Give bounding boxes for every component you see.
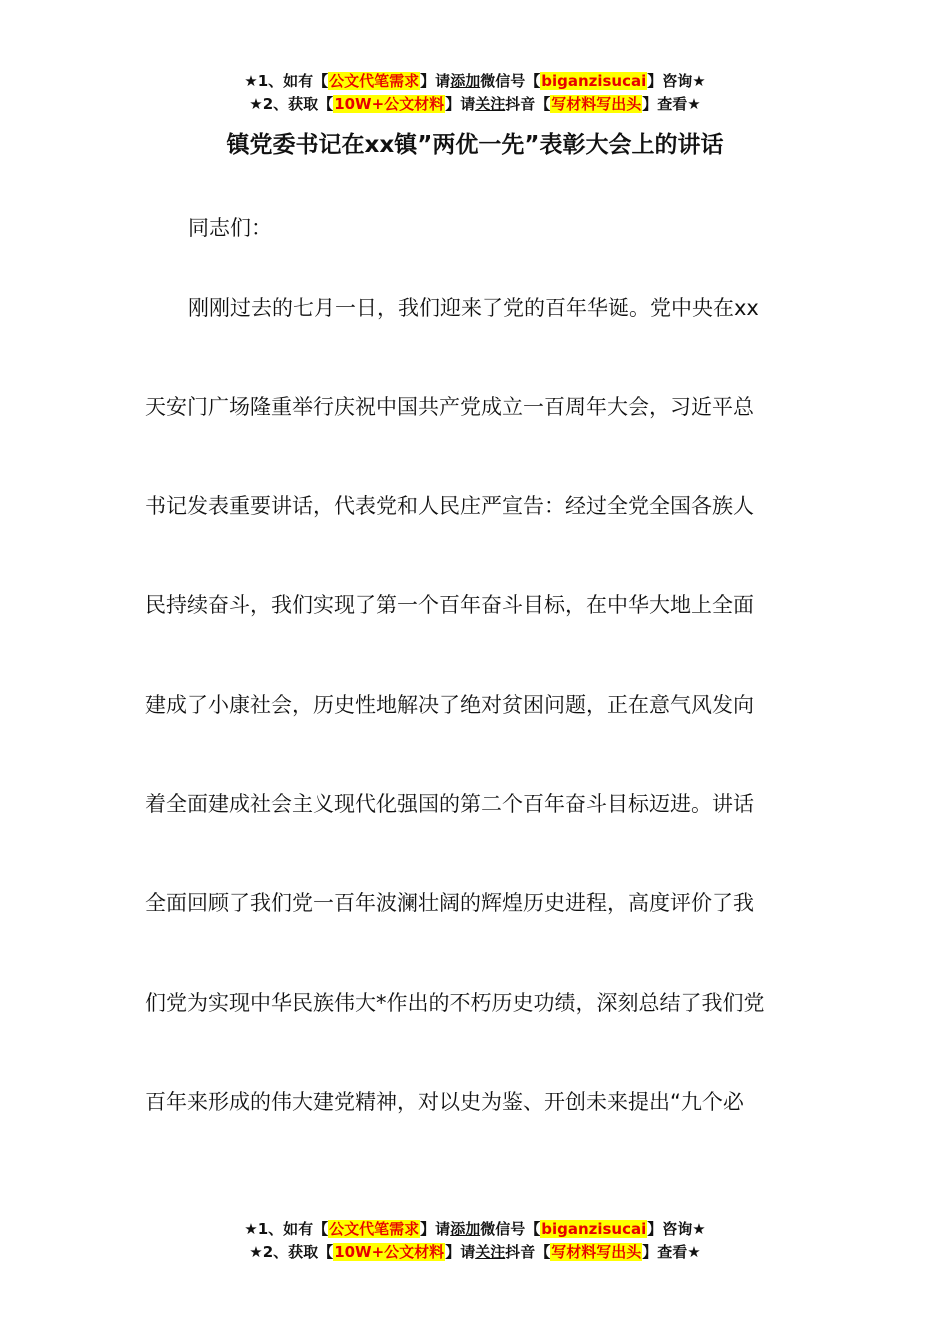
banner-text: 抖音【	[505, 95, 551, 113]
top-banner	[0, 70, 950, 116]
banner-underlined: 关注	[475, 1243, 506, 1261]
banner-underlined: 添加	[450, 72, 481, 90]
banner-highlight: 公文代笔需求	[329, 1220, 420, 1238]
body-line: 天安门广场隆重举行庆祝中国共产党成立一百周年大会，习近平总	[145, 395, 754, 419]
banner-highlight: 公文代笔需求	[329, 72, 420, 90]
banner-line-2	[0, 1241, 950, 1264]
banner-underlined: 关注	[475, 95, 506, 113]
banner-text: 抖音【	[505, 1243, 551, 1261]
banner-underlined: 添加	[450, 1220, 481, 1238]
banner-text: 】请	[445, 1243, 476, 1261]
banner-douyin-id: 写材料写出头	[551, 95, 642, 113]
banner-text: 】请	[420, 72, 451, 90]
banner-text: 微信号【	[480, 72, 541, 90]
body-line: 百年来形成的伟大建党精神，对以史为鉴、开创未来提出“九个必	[145, 1090, 744, 1114]
bottom-banner	[0, 1218, 950, 1264]
body-line: 全面回顾了我们党一百年波澜壮阔的辉煌历史进程，高度评价了我	[145, 891, 754, 915]
banner-line-1	[0, 1218, 950, 1241]
banner-text: 】咨询★	[647, 72, 706, 90]
body-line: 建成了小康社会，历史性地解决了绝对贫困问题，正在意气风发向	[145, 693, 754, 717]
banner-line-2	[0, 93, 950, 116]
banner-text: ★2、获取【	[249, 95, 334, 113]
banner-text: ★1、如有【	[244, 72, 329, 90]
body-line: 刚刚过去的七月一日，我们迎来了党的百年华诞。党中央在xx	[188, 296, 759, 320]
document-title: 镇党委书记在xx镇”两优一先”表彰大会上的讲话	[226, 132, 724, 158]
banner-text: 】查看★	[642, 1243, 701, 1261]
banner-text: 】请	[420, 1220, 451, 1238]
banner-text: 】请	[445, 95, 476, 113]
banner-wechat-id: biganzisucai	[541, 1220, 647, 1238]
banner-text: ★1、如有【	[244, 1220, 329, 1238]
banner-line-1	[0, 70, 950, 93]
banner-text: 】咨询★	[647, 1220, 706, 1238]
body-line: 民持续奋斗，我们实现了第一个百年奋斗目标，在中华大地上全面	[145, 593, 754, 617]
banner-text: 】查看★	[642, 95, 701, 113]
body-line: 着全面建成社会主义现代化强国的第二个百年奋斗目标迈进。讲话	[145, 792, 754, 816]
body-line: 书记发表重要讲话，代表党和人民庄严宣告：经过全党全国各族人	[145, 494, 754, 518]
banner-highlight: 10W+公文材料	[334, 1243, 445, 1261]
banner-wechat-id: biganzisucai	[541, 72, 647, 90]
salutation: 同志们：	[188, 216, 272, 240]
banner-text: 微信号【	[480, 1220, 541, 1238]
body-line: 们党为实现中华民族伟大*作出的不朽历史功绩，深刻总结了我们党	[145, 991, 765, 1015]
banner-highlight: 10W+公文材料	[334, 95, 445, 113]
banner-text: ★2、获取【	[249, 1243, 334, 1261]
banner-douyin-id: 写材料写出头	[551, 1243, 642, 1261]
